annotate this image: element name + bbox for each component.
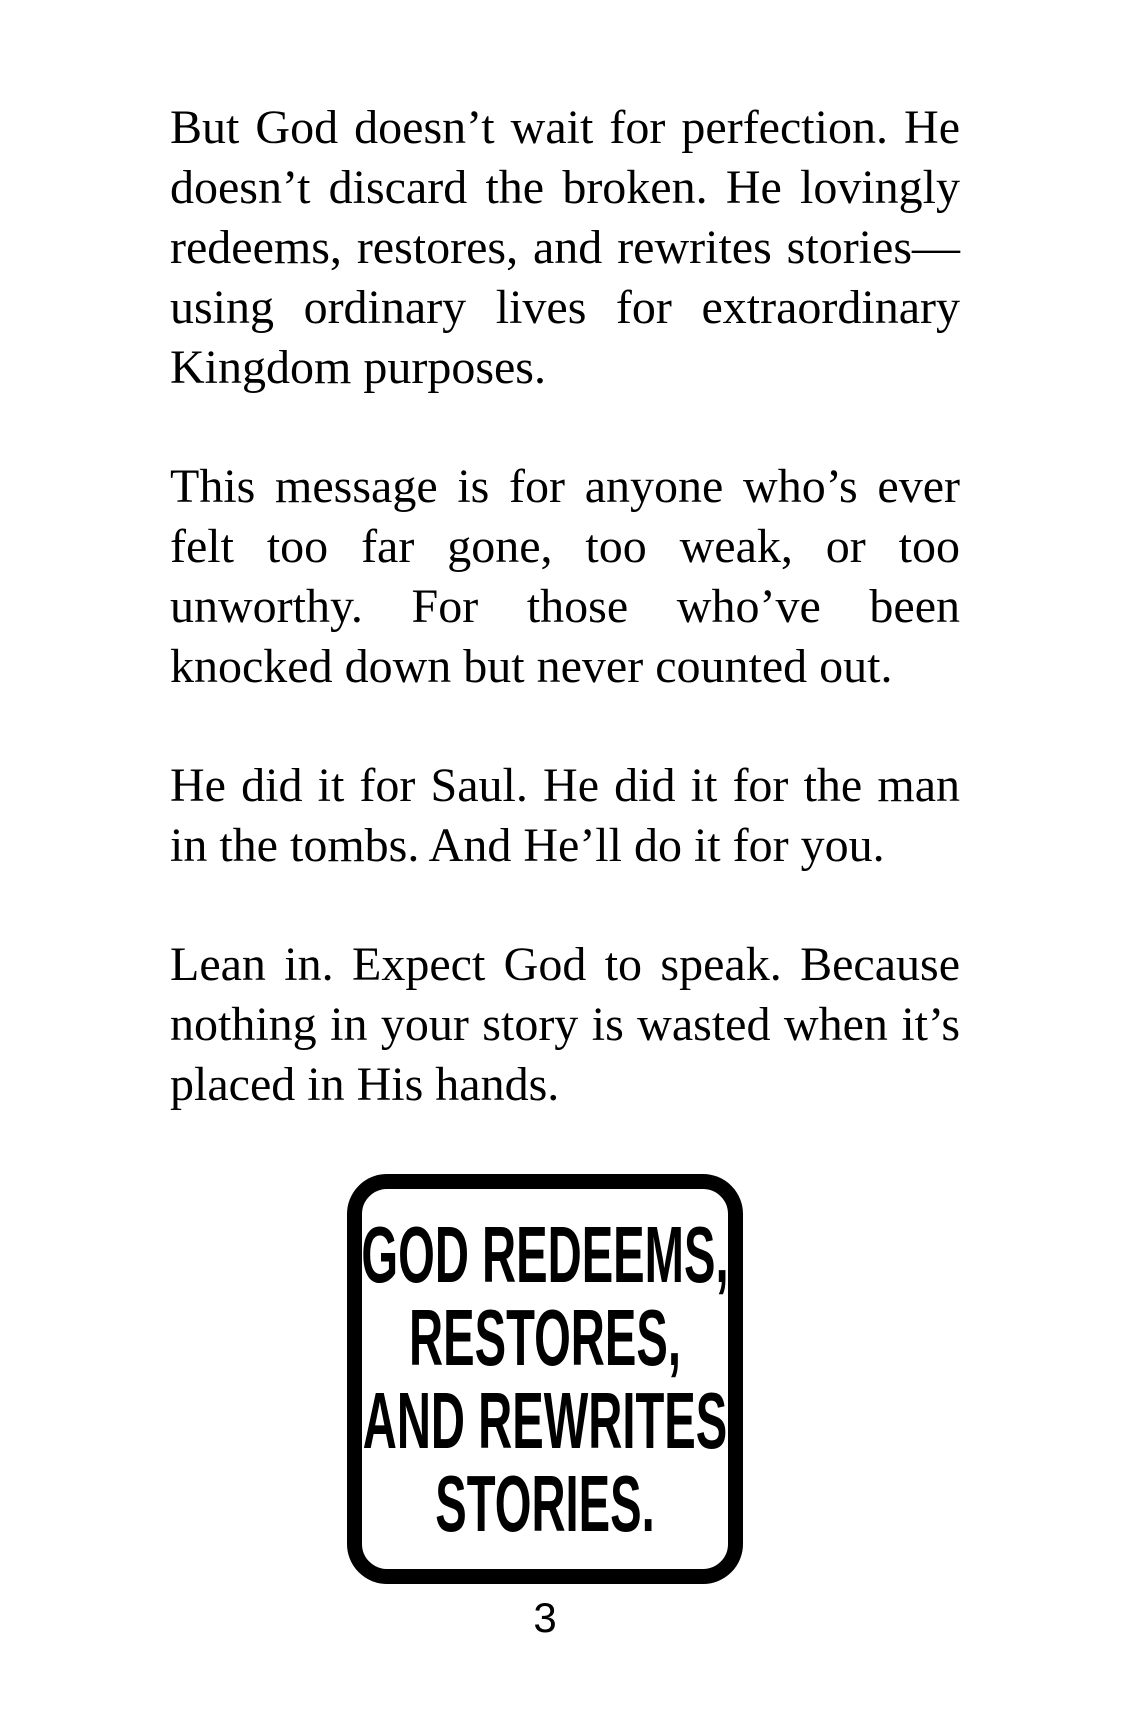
text-line: He did it for Saul. He did it for the man <box>170 759 960 812</box>
text-line: felt too far gone, too weak, or too <box>170 520 960 573</box>
callout-section <box>347 1174 743 1640</box>
callout-box <box>347 1174 743 1584</box>
text-line: doesn’t discard the broken. He lovingly <box>170 161 960 214</box>
paragraph-2 <box>170 457 960 697</box>
text-line: unworthy. For those who’ve been <box>170 580 960 633</box>
paragraph-3 <box>170 756 960 876</box>
page-number: 3 <box>533 1594 557 1641</box>
text-line: using ordinary lives for extraordinary <box>170 281 960 334</box>
paragraph-4 <box>170 935 960 1115</box>
text-line: in the tombs. And He’ll do it for you. <box>170 819 885 872</box>
callout-line: STORIES. <box>435 1459 655 1548</box>
text-line: nothing in your story is wasted when it’s <box>170 998 960 1051</box>
text-line: Lean in. Expect God to speak. Because <box>170 938 960 991</box>
text-line: knocked down but never counted out. <box>170 640 893 693</box>
callout-line: GOD REDEEMS, <box>361 1210 729 1299</box>
text-line: This message is for anyone who’s ever <box>170 460 960 513</box>
text-line: But God doesn’t wait for perfection. He <box>170 101 960 154</box>
text-line: placed in His hands. <box>170 1058 560 1111</box>
callout-quote <box>359 1210 731 1548</box>
text-line: redeems, restores, and rewrites stories— <box>170 221 960 274</box>
paragraph-1 <box>170 98 960 398</box>
callout-line: AND REWRITES <box>362 1376 728 1465</box>
body-text <box>170 98 960 1640</box>
callout-line: RESTORES, <box>409 1293 681 1382</box>
text-line: Kingdom purposes. <box>170 341 546 394</box>
